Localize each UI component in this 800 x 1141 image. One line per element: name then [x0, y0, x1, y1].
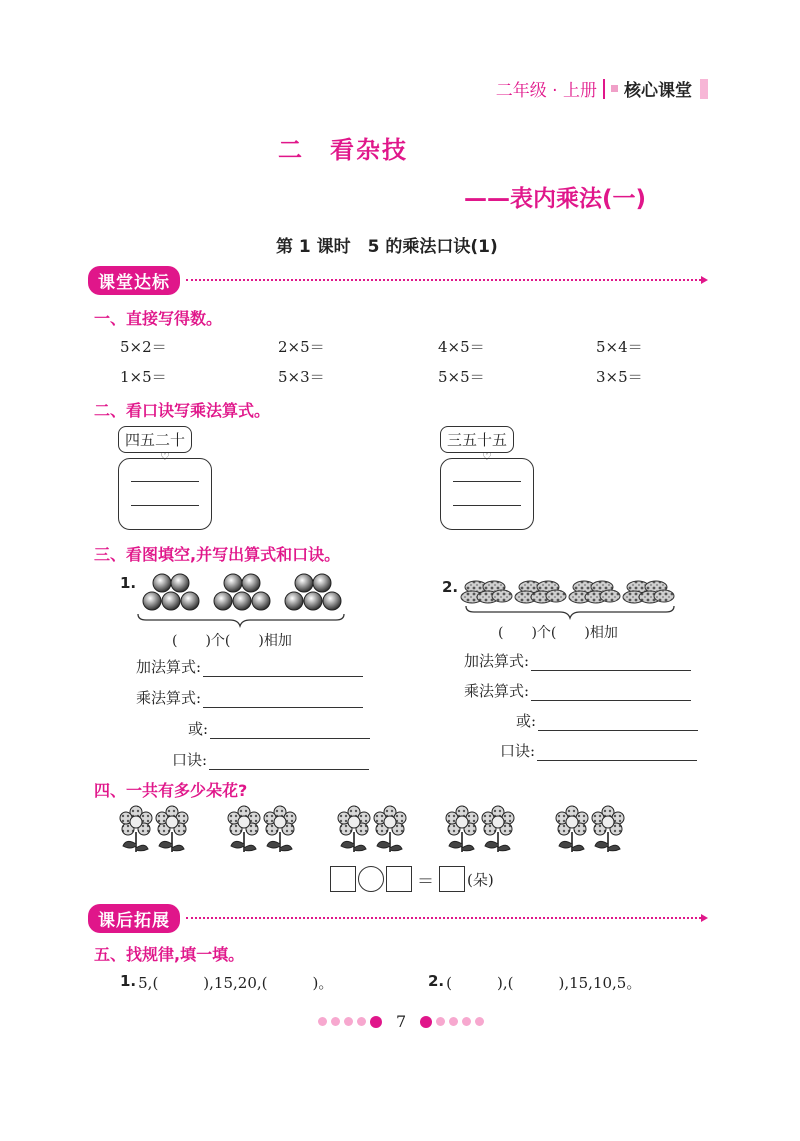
part-1-caption: ( )个( )相加	[172, 633, 292, 649]
arrow-right-icon	[701, 276, 708, 284]
mul-formula-row-2	[464, 680, 691, 701]
rhyme-answer-line[interactable]	[209, 751, 369, 770]
heart-icon: ♡	[482, 450, 492, 463]
dot-icon	[370, 1016, 382, 1028]
answer-line[interactable]	[453, 481, 521, 482]
calc-item: 5×4＝	[596, 338, 643, 356]
pattern-item-1	[120, 972, 333, 993]
apple-group-2	[214, 574, 270, 610]
mul-answer-line[interactable]	[531, 682, 691, 701]
dot-icon	[475, 1017, 484, 1026]
candy-group-1	[461, 581, 512, 603]
page-footer	[316, 1012, 486, 1031]
dot-icon	[420, 1016, 432, 1028]
rhyme-field-label: 口诀:	[172, 751, 208, 769]
question-4-title: 四、一共有多少朵花?	[94, 781, 248, 800]
flower-icon	[446, 806, 478, 852]
flowers-illustration	[110, 804, 650, 860]
candy-group-3	[569, 581, 620, 603]
flower-icon	[338, 806, 370, 852]
flower-icon	[374, 806, 406, 852]
add-formula-row-1	[136, 656, 363, 677]
section-label: 课堂达标	[88, 266, 180, 295]
page-header	[496, 76, 708, 101]
flower-icon	[556, 806, 588, 852]
calc-item: 1×5＝	[120, 368, 167, 386]
candies-illustration	[460, 574, 686, 620]
dot-icon	[357, 1017, 366, 1026]
equation-row	[330, 866, 494, 892]
answer-line[interactable]	[131, 505, 199, 506]
rhyme-row-1	[172, 749, 369, 770]
flower-icon	[156, 806, 188, 852]
lesson-title: 第 1 课时 5 的乘法口诀(1)	[276, 237, 498, 257]
item-number: 2.	[428, 972, 445, 990]
answer-square[interactable]	[386, 866, 412, 892]
or-label: 或:	[188, 720, 209, 738]
part-2-number: 2.	[442, 578, 459, 596]
add-formula-row-2	[464, 650, 691, 671]
equals-sign: ＝	[417, 871, 434, 892]
header-divider	[603, 79, 605, 99]
question-3-title: 三、看图填空,并写出算式和口诀。	[94, 545, 341, 564]
mul-answer-line[interactable]	[203, 689, 363, 708]
apple-group-1	[143, 574, 199, 610]
question-2-title: 二、看口诀写乘法算式。	[94, 401, 271, 420]
item-number: 1.	[120, 972, 137, 990]
add-label: 加法算式:	[464, 652, 530, 670]
calc-item: 2×5＝	[278, 338, 325, 356]
calc-item: 5×2＝	[120, 338, 167, 356]
brace-icon	[138, 614, 344, 626]
rhyme-card-1	[118, 426, 218, 536]
dot-icon	[331, 1017, 340, 1026]
arrow-right-icon	[701, 914, 708, 922]
question-5-title: 五、找规律,填一填。	[94, 945, 245, 964]
or-answer-line[interactable]	[210, 720, 370, 739]
pattern-sequence: 5,( ),15,20,( )。	[138, 974, 334, 992]
answer-line[interactable]	[131, 481, 199, 482]
rhyme-answer-line[interactable]	[537, 742, 697, 761]
rhyme-card-2	[440, 426, 540, 536]
heart-icon: ♡	[160, 450, 170, 463]
pattern-sequence: ( ),( ),15,10,5。	[446, 974, 642, 992]
or-formula-row-1	[188, 718, 370, 739]
apple-group-3	[285, 574, 341, 610]
header-bullet-icon	[611, 85, 618, 92]
flower-icon	[482, 806, 514, 852]
calc-item: 3×5＝	[596, 368, 643, 386]
calc-item: 5×5＝	[438, 368, 485, 386]
flower-icon	[228, 806, 260, 852]
mul-label: 乘法算式:	[464, 682, 530, 700]
candy-group-4	[623, 581, 674, 603]
mul-label: 乘法算式:	[136, 689, 202, 707]
add-label: 加法算式:	[136, 658, 202, 676]
answer-square[interactable]	[330, 866, 356, 892]
answer-line[interactable]	[453, 505, 521, 506]
add-answer-line[interactable]	[203, 658, 363, 677]
flower-icon	[120, 806, 152, 852]
rhyme-field-label: 口诀:	[500, 742, 536, 760]
operator-circle[interactable]	[358, 866, 384, 892]
flower-icon	[264, 806, 296, 852]
rhyme-label: 三五十五	[440, 426, 514, 453]
or-label: 或:	[516, 712, 537, 730]
section-banner-classroom	[88, 268, 708, 292]
rhyme-row-2	[500, 740, 697, 761]
grade-label: 二年级 · 上册	[495, 81, 597, 101]
answer-square[interactable]	[439, 866, 465, 892]
calc-item: 4×5＝	[438, 338, 485, 356]
question-1-title: 一、直接写得数。	[94, 309, 223, 328]
page-number: 7	[396, 1012, 407, 1031]
dot-icon	[344, 1017, 353, 1026]
part-1-number: 1.	[120, 574, 137, 592]
flower-icon	[592, 806, 624, 852]
part-2-caption: ( )个( )相加	[498, 625, 618, 641]
rhyme-label: 四五二十	[118, 426, 192, 453]
candy-group-2	[515, 581, 566, 603]
header-core-label: 核心课堂	[624, 81, 692, 101]
dot-icon	[462, 1017, 471, 1026]
unit-label: (朵)	[467, 870, 494, 889]
dot-icon	[436, 1017, 445, 1026]
dotted-line	[186, 279, 701, 281]
section-label: 课后拓展	[88, 904, 180, 933]
calc-item: 5×3＝	[278, 368, 325, 386]
section-banner-after-class	[88, 906, 708, 930]
brace-icon	[466, 606, 674, 618]
add-answer-line[interactable]	[531, 652, 691, 671]
chapter-title: 二 看杂技	[278, 136, 408, 164]
answer-box	[118, 458, 212, 530]
answer-box	[440, 458, 534, 530]
or-answer-line[interactable]	[538, 712, 698, 731]
header-tab-icon	[700, 79, 708, 99]
dotted-line	[186, 917, 701, 919]
dot-icon	[449, 1017, 458, 1026]
apples-illustration	[130, 570, 360, 630]
dot-icon	[318, 1017, 327, 1026]
mul-formula-row-1	[136, 687, 363, 708]
or-formula-row-2	[516, 710, 698, 731]
chapter-subtitle: ——表内乘法(一)	[464, 186, 647, 212]
pattern-item-2	[428, 972, 641, 993]
